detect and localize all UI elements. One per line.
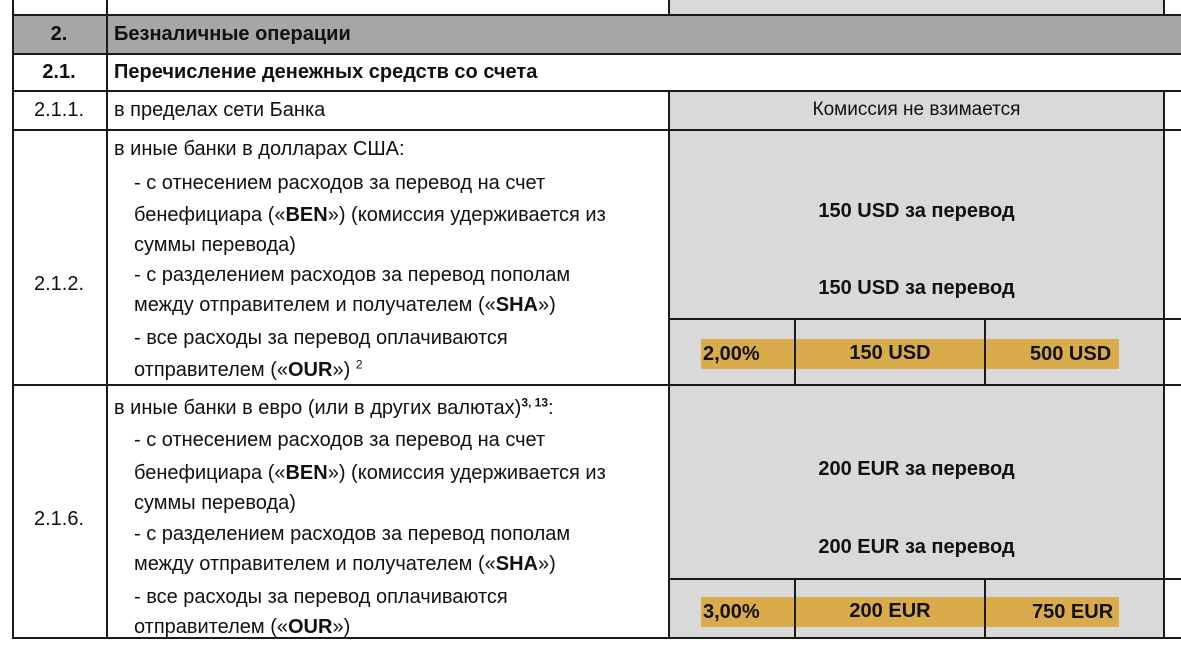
grid-line (984, 318, 986, 384)
top-fee-cell-bg (669, 0, 1164, 15)
ben-line-1: - с отнесением расходов за перевод на счет (134, 429, 546, 451)
section-number: 2. (50, 23, 68, 45)
grid-line (669, 578, 1181, 580)
row-intro: в иные банки в долларах США: (114, 138, 405, 160)
sha-line-1: - с разделением расходов за перевод пополам (134, 264, 571, 286)
ben-code: BEN (285, 204, 328, 226)
row-number: 2.1.6. (33, 508, 85, 530)
our-line-1: - все расходы за перевод оплачиваются (134, 327, 508, 349)
sha-code: SHA (495, 553, 538, 575)
our-line-2: отправителем («OUR») (134, 616, 351, 638)
fee-our-percent: 3,00% (703, 601, 760, 623)
row-number: 2.1.2. (33, 273, 85, 295)
ben-line-3: суммы перевода) (134, 234, 296, 256)
sha-line-2: между отправителем и получателем («SHA») (134, 294, 556, 316)
fee-our-max: 500 USD (1030, 343, 1112, 365)
ben-line-3: суммы перевода) (134, 492, 296, 514)
grid-line (106, 0, 108, 639)
fee-our-min: 200 EUR (849, 600, 931, 622)
fee-value: Комиссия не взимается (812, 99, 1021, 120)
ben-code: BEN (285, 462, 328, 484)
our-code: OUR (288, 359, 333, 381)
sha-line-2: между отправителем и получателем («SHA») (134, 553, 556, 575)
grid-line (1163, 0, 1165, 16)
our-line-2: отправителем («OUR») $^2$ (134, 357, 363, 381)
ben-line-2: бенефициара («BEN») (комиссия удерживается из (134, 204, 606, 226)
sha-code: SHA (495, 294, 538, 316)
grid-line (12, 384, 1181, 386)
footnote-ref: 3, 13 (521, 395, 549, 410)
subsection-number: 2.1. (42, 61, 76, 83)
grid-line (12, 90, 1181, 92)
fee-ben: 150 USD за перевод (818, 200, 1015, 222)
grid-line (12, 53, 1181, 55)
grid-line (12, 0, 14, 639)
row-description: в пределах сети Банка (114, 99, 326, 121)
our-line-1: - все расходы за перевод оплачиваются (134, 586, 508, 608)
fee-sha: 150 USD за перевод (818, 277, 1015, 299)
fee-our-max: 750 EUR (1032, 601, 1114, 623)
grid-line (12, 14, 1181, 16)
fee-sha: 200 EUR за перевод (818, 536, 1015, 558)
ben-line-1: - с отнесением расходов за перевод на счет (134, 172, 546, 194)
grid-line (668, 0, 670, 16)
grid-line (669, 318, 1181, 320)
subsection-title: Перечисление денежных средств со счета (114, 61, 538, 83)
section-title: Безналичные операции (114, 23, 351, 45)
sha-line-1: - с разделением расходов за перевод пополам (134, 523, 571, 545)
fee-our-percent: 2,00% (703, 343, 760, 365)
row-number: 2.1.1. (33, 99, 85, 121)
row-intro: в иные банки в евро (или в других валютах)$^{3, 13}$: (114, 395, 554, 419)
fee-our-min: 150 USD (849, 342, 931, 364)
fee-ben: 200 EUR за перевод (818, 458, 1015, 480)
footnote-ref: 2 (355, 357, 363, 372)
ben-line-2: бенефициара («BEN») (комиссия удерживается из (134, 462, 606, 484)
grid-line (12, 129, 1181, 131)
grid-line (984, 578, 986, 638)
our-code: OUR (288, 616, 333, 638)
